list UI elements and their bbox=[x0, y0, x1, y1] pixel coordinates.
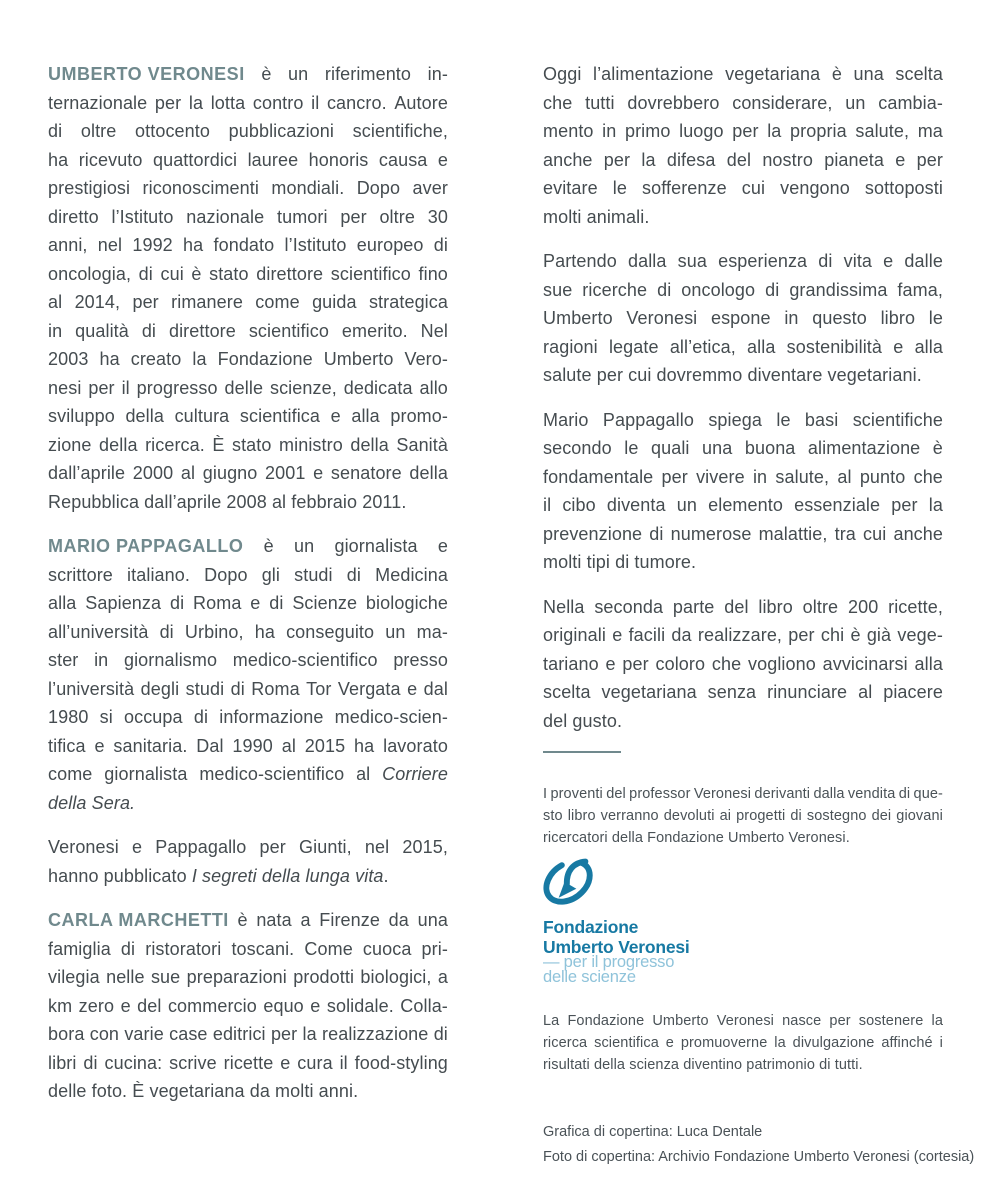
text-line: risultati della scienza diventino patrimonio di tutti. bbox=[543, 1057, 863, 1073]
paragraph bbox=[543, 1010, 943, 1076]
text-line: secondo le quali una buona alimentazione è bbox=[543, 438, 943, 458]
paragraph bbox=[48, 532, 448, 817]
paragraph bbox=[543, 593, 943, 736]
author-name-lead: MARIO PAPPAGALLO bbox=[48, 536, 244, 556]
text-line: in qualità di direttore scientifico emerito. Nel bbox=[48, 320, 448, 341]
text-line: dall’aprile 2000 al giugno 2001 e senatore della bbox=[48, 463, 448, 483]
credit-line-graphics: Grafica di copertina: Luca Dentale bbox=[543, 1124, 763, 1140]
text-line: molti animali. bbox=[543, 206, 650, 227]
text-line: ha ricevuto quattordici lauree honoris causa e bbox=[48, 149, 448, 170]
text-line: sto libro verranno devoluti ai progetti di sostegno dei giovani bbox=[543, 808, 943, 824]
logo-tagline-line2: delle scienze bbox=[543, 967, 636, 986]
paragraph bbox=[543, 247, 943, 390]
text-line: km zero e del commercio equo e solidale. Colla- bbox=[48, 995, 448, 1016]
text-line: libri di cucina: scrive ricette e cura il food-styling bbox=[48, 1052, 448, 1073]
text-line: fondamentale per vivere in salute, al punto che bbox=[543, 466, 943, 487]
text-line: mento in primo luogo per la propria salute, ma bbox=[543, 121, 943, 141]
text-line: Mario Pappagallo spiega le basi scientifiche bbox=[543, 409, 943, 430]
paragraph bbox=[543, 783, 943, 849]
text-line: salute per cui dovremmo diventare vegetariani. bbox=[543, 365, 922, 385]
paragraph bbox=[48, 60, 448, 516]
text-line: Oggi l’alimentazione vegetariana è una scelta bbox=[543, 64, 943, 84]
text-line: ragioni legate all’etica, alla sostenibilità e alla bbox=[543, 336, 943, 357]
text-line: del gusto. bbox=[543, 710, 623, 731]
text-line: anche per la difesa del nostro pianeta e per bbox=[543, 149, 943, 170]
text-line: di oltre ottocento pubblicazioni scientifiche, bbox=[48, 121, 448, 141]
text-line: scrittore italiano. Dopo gli studi di Medicina bbox=[48, 564, 448, 585]
logo-name-line1: Fondazione bbox=[543, 917, 639, 937]
text-line: anni, nel 1992 ha fondato l’Istituto europeo di bbox=[48, 235, 448, 255]
text-line: l’università degli studi di Roma Tor Vergata e dal bbox=[48, 678, 448, 699]
text-line: oncologia, di cui è stato direttore scientifico fino bbox=[48, 263, 448, 284]
fondazione-logo bbox=[543, 857, 943, 984]
text-line: ster in giornalismo medico-scientifico presso bbox=[48, 650, 448, 670]
text-line: I proventi del professor Veronesi derivanti dalla vendita di que- bbox=[543, 786, 943, 802]
text-line: originali e facili da realizzare, per chi è già vege- bbox=[543, 625, 943, 645]
text-line: Partendo dalla sua esperienza di vita e dalle bbox=[543, 251, 943, 271]
text-line: al 2014, per rimanere come guida strategica bbox=[48, 292, 448, 312]
text-line: il cibo diventa un elemento essenziale per la bbox=[543, 495, 943, 515]
text-line: ricerca scientifica e promuoverne la divulgazione affinché i bbox=[543, 1035, 943, 1051]
text-line: zione della ricerca. È stato ministro della Sanità bbox=[48, 434, 448, 455]
credit-line-photo: Foto di copertina: Archivio Fondazione Umberto Veronesi (cortesia) bbox=[543, 1149, 975, 1165]
paragraph bbox=[48, 906, 448, 1106]
section-divider bbox=[543, 751, 621, 753]
text-line: ternazionale per la lotta contro il cancro. Autore bbox=[48, 92, 448, 113]
text-line: diretto l’Istituto nazionale tumori per oltre 30 bbox=[48, 206, 448, 227]
funding-note bbox=[543, 783, 943, 849]
text-line: prestigiosi riconoscimenti mondiali. Dopo aver bbox=[48, 178, 448, 198]
text-line: all’università di Urbino, ha conseguito un ma- bbox=[48, 621, 448, 642]
text-line: Nella seconda parte del libro oltre 200 ricette, bbox=[543, 596, 943, 617]
text-line: Repubblica dall’aprile 2008 al febbraio 2011. bbox=[48, 491, 407, 512]
text-line: La Fondazione Umberto Veronesi nasce per sostenere la bbox=[543, 1013, 943, 1029]
author-name-lead: CARLA MARCHETTI bbox=[48, 910, 229, 930]
text-line: CARLA MARCHETTI è nata a Firenze da una bbox=[48, 910, 448, 930]
paragraph bbox=[543, 406, 943, 577]
text-line: tariano e per coloro che vogliono avvicinarsi alla bbox=[543, 653, 943, 674]
foundation-note bbox=[543, 1010, 943, 1076]
text-line: hanno pubblicato I segreti della lunga vita. bbox=[48, 865, 389, 886]
text-line: Umberto Veronesi espone in questo libro le bbox=[543, 308, 943, 328]
logo-tagline-line1: — per il progresso bbox=[543, 953, 675, 971]
text-line: alla Sapienza di Roma e di Scienze biologiche bbox=[48, 593, 448, 613]
right-column bbox=[543, 60, 975, 1170]
text-line: Veronesi e Pappagallo per Giunti, nel 2015, bbox=[48, 837, 448, 857]
text-line: della Sera. bbox=[48, 792, 136, 813]
text-line: bora con varie case editrici per la realizzazione di bbox=[48, 1024, 448, 1044]
paragraph bbox=[543, 60, 943, 231]
right-column-body bbox=[543, 60, 943, 735]
text-line: nesi per il progresso delle scienze, dedicata allo bbox=[48, 377, 448, 398]
text-line: molti tipi di tumore. bbox=[543, 552, 697, 572]
text-line: prevenzione di numerose malattie, tra cui anche bbox=[543, 523, 943, 544]
text-line: UMBERTO VERONESI è un riferimento in- bbox=[48, 64, 448, 84]
text-line: ricercatori della Fondazione Umberto Veronesi. bbox=[543, 830, 850, 846]
left-column bbox=[48, 60, 448, 1122]
author-name-lead: UMBERTO VERONESI bbox=[48, 64, 245, 84]
text-line: sviluppo della cultura scientifica e alla promo- bbox=[48, 406, 448, 426]
text-line: che tutti dovrebbero considerare, un cambia- bbox=[543, 92, 943, 113]
text-line: sue ricerche di oncologo di grandissima fama, bbox=[543, 279, 943, 300]
arrow-loop-icon bbox=[541, 857, 599, 915]
text-line: 1980 si occupa di informazione medico-scien- bbox=[48, 707, 448, 727]
text-line: famiglia di ristoratori toscani. Come cuoca pri- bbox=[48, 938, 448, 959]
logo-name-line2: Umberto Veronesi bbox=[543, 937, 690, 957]
text-line: come giornalista medico-scientifico al Corriere bbox=[48, 764, 448, 784]
text-line: vilegia nelle sue preparazioni prodotti biologici, a bbox=[48, 967, 448, 987]
paragraph bbox=[48, 833, 448, 890]
text-line: MARIO PAPPAGALLO è un giornalista e bbox=[48, 536, 448, 556]
text-line: delle foto. È vegetariana da molti anni. bbox=[48, 1081, 359, 1101]
cover-credits bbox=[543, 1120, 975, 1170]
text-line: tifica e sanitaria. Dal 1990 al 2015 ha lavorato bbox=[48, 735, 448, 756]
text-line: evitare le sofferenze cui vengono sottoposti bbox=[543, 178, 943, 198]
text-line: 2003 ha creato la Fondazione Umberto Vero- bbox=[48, 349, 448, 369]
text-line: scelta vegetariana senza rinunciare al piacere bbox=[543, 682, 943, 702]
